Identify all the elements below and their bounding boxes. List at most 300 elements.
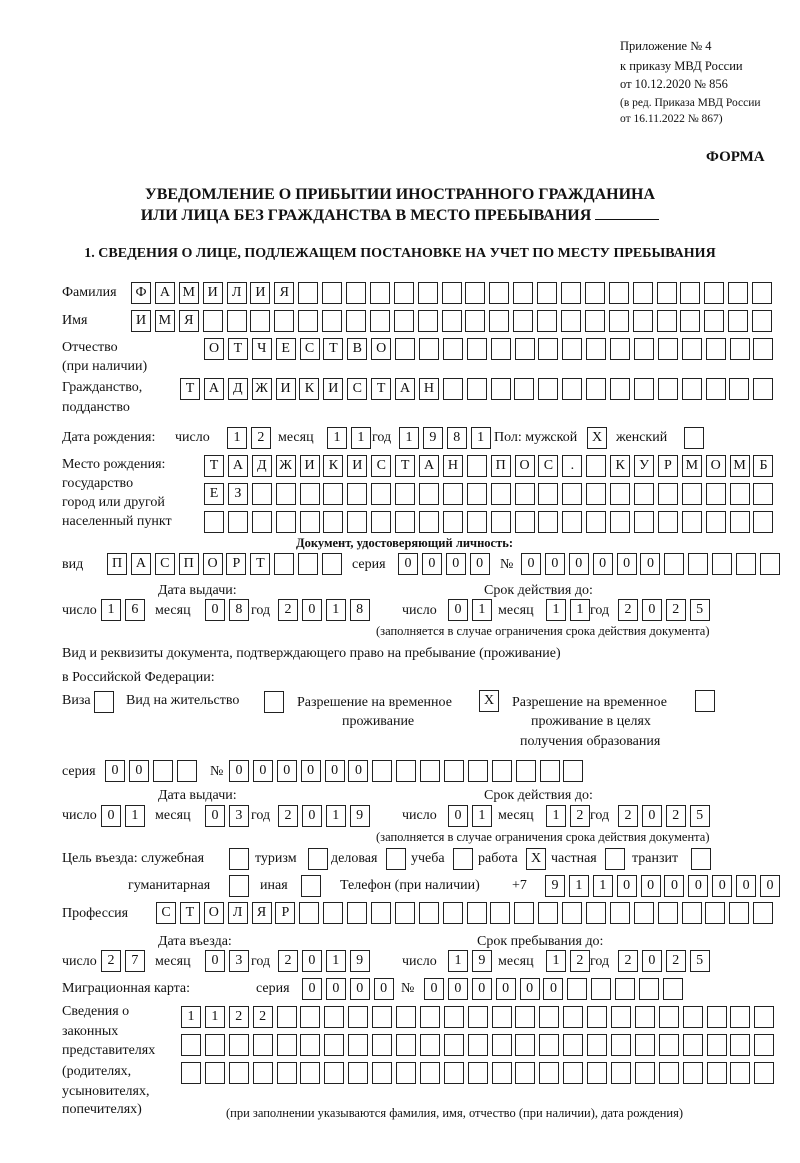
char-box[interactable]: 6 <box>125 599 145 621</box>
char-box[interactable]: 0 <box>448 805 468 827</box>
char-box[interactable]: Л <box>228 902 248 924</box>
char-box[interactable]: 0 <box>712 875 732 897</box>
char-box[interactable]: С <box>300 338 320 360</box>
checkbox[interactable]: X <box>587 427 607 449</box>
char-box[interactable]: 1 <box>570 599 590 621</box>
char-box[interactable] <box>586 902 606 924</box>
char-box[interactable] <box>276 483 296 505</box>
char-box[interactable] <box>682 338 702 360</box>
char-box[interactable]: И <box>250 282 270 304</box>
char-box[interactable] <box>538 338 558 360</box>
char-box[interactable] <box>371 902 391 924</box>
char-box[interactable] <box>253 1062 273 1084</box>
char-box[interactable] <box>611 1006 631 1028</box>
char-box[interactable]: 1 <box>471 427 491 449</box>
char-box[interactable] <box>729 378 749 400</box>
char-box[interactable] <box>228 511 248 533</box>
char-box[interactable]: 0 <box>101 805 121 827</box>
char-box[interactable]: Т <box>204 455 224 477</box>
char-box[interactable] <box>752 310 772 332</box>
char-box[interactable] <box>465 310 485 332</box>
char-box[interactable]: С <box>156 902 176 924</box>
char-box[interactable]: 0 <box>302 599 322 621</box>
char-box[interactable] <box>587 1034 607 1056</box>
char-box[interactable] <box>706 511 726 533</box>
checkbox[interactable] <box>605 848 625 870</box>
char-box[interactable]: 9 <box>545 875 565 897</box>
char-box[interactable] <box>490 902 510 924</box>
char-box[interactable] <box>370 282 390 304</box>
char-box[interactable]: М <box>730 455 750 477</box>
char-box[interactable] <box>633 310 653 332</box>
char-box[interactable] <box>491 378 511 400</box>
char-box[interactable]: О <box>515 455 535 477</box>
char-box[interactable]: А <box>228 455 248 477</box>
char-box[interactable]: Т <box>180 378 200 400</box>
char-box[interactable]: 0 <box>448 978 468 1000</box>
char-box[interactable] <box>298 282 318 304</box>
char-box[interactable]: 3 <box>229 805 249 827</box>
char-box[interactable] <box>657 310 677 332</box>
char-box[interactable] <box>563 1006 583 1028</box>
char-box[interactable]: Р <box>275 902 295 924</box>
char-box[interactable] <box>634 483 654 505</box>
char-box[interactable] <box>419 338 439 360</box>
char-box[interactable] <box>585 310 605 332</box>
char-box[interactable] <box>706 378 726 400</box>
char-box[interactable]: О <box>204 338 224 360</box>
char-box[interactable] <box>753 338 773 360</box>
char-box[interactable] <box>443 483 463 505</box>
char-box[interactable]: 1 <box>546 599 566 621</box>
char-box[interactable] <box>491 338 511 360</box>
char-box[interactable]: 5 <box>690 950 710 972</box>
char-box[interactable] <box>515 511 535 533</box>
char-box[interactable] <box>443 378 463 400</box>
char-box[interactable]: Н <box>443 455 463 477</box>
char-box[interactable] <box>729 902 749 924</box>
char-box[interactable] <box>537 310 557 332</box>
char-box[interactable] <box>561 310 581 332</box>
char-box[interactable]: Т <box>371 378 391 400</box>
char-box[interactable] <box>562 511 582 533</box>
char-box[interactable] <box>348 1034 368 1056</box>
char-box[interactable]: З <box>228 483 248 505</box>
char-box[interactable]: 8 <box>229 599 249 621</box>
char-box[interactable]: 1 <box>227 427 247 449</box>
char-box[interactable]: 9 <box>423 427 443 449</box>
char-box[interactable]: 0 <box>325 760 345 782</box>
char-box[interactable] <box>688 553 708 575</box>
char-box[interactable]: Р <box>226 553 246 575</box>
char-box[interactable] <box>707 1006 727 1028</box>
char-box[interactable] <box>300 511 320 533</box>
char-box[interactable] <box>372 1062 392 1084</box>
char-box[interactable] <box>610 511 630 533</box>
char-box[interactable]: 0 <box>760 875 780 897</box>
char-box[interactable] <box>567 978 587 1000</box>
char-box[interactable] <box>515 1006 535 1028</box>
char-box[interactable] <box>538 511 558 533</box>
char-box[interactable] <box>586 338 606 360</box>
char-box[interactable]: 2 <box>618 950 638 972</box>
char-box[interactable]: Т <box>250 553 270 575</box>
char-box[interactable] <box>181 1062 201 1084</box>
char-box[interactable] <box>728 282 748 304</box>
char-box[interactable] <box>396 1062 416 1084</box>
char-box[interactable] <box>513 310 533 332</box>
char-box[interactable] <box>752 282 772 304</box>
char-box[interactable]: Т <box>228 338 248 360</box>
char-box[interactable] <box>467 511 487 533</box>
char-box[interactable]: 2 <box>278 805 298 827</box>
char-box[interactable] <box>467 338 487 360</box>
char-box[interactable] <box>443 511 463 533</box>
char-box[interactable] <box>420 1006 440 1028</box>
char-box[interactable]: 0 <box>642 950 662 972</box>
char-box[interactable] <box>539 1034 559 1056</box>
char-box[interactable]: Л <box>227 282 247 304</box>
char-box[interactable] <box>635 1062 655 1084</box>
char-box[interactable]: 0 <box>350 978 370 1000</box>
char-box[interactable] <box>730 483 750 505</box>
char-box[interactable] <box>419 483 439 505</box>
char-box[interactable] <box>657 282 677 304</box>
char-box[interactable] <box>323 483 343 505</box>
char-box[interactable]: О <box>706 455 726 477</box>
checkbox[interactable] <box>229 848 249 870</box>
char-box[interactable] <box>538 483 558 505</box>
char-box[interactable]: К <box>610 455 630 477</box>
char-box[interactable]: Т <box>323 338 343 360</box>
char-box[interactable]: 1 <box>326 599 346 621</box>
char-box[interactable] <box>489 282 509 304</box>
char-box[interactable] <box>615 978 635 1000</box>
checkbox[interactable] <box>229 875 249 897</box>
char-box[interactable] <box>372 1006 392 1028</box>
char-box[interactable] <box>753 902 773 924</box>
char-box[interactable] <box>442 310 462 332</box>
char-box[interactable]: 9 <box>350 950 370 972</box>
char-box[interactable] <box>467 483 487 505</box>
char-box[interactable] <box>610 902 630 924</box>
char-box[interactable] <box>396 760 416 782</box>
char-box[interactable]: В <box>347 338 367 360</box>
char-box[interactable]: П <box>491 455 511 477</box>
checkbox[interactable] <box>264 691 284 713</box>
checkbox[interactable]: X <box>526 848 546 870</box>
char-box[interactable] <box>442 282 462 304</box>
char-box[interactable] <box>277 1062 297 1084</box>
char-box[interactable] <box>276 511 296 533</box>
char-box[interactable]: Я <box>274 282 294 304</box>
char-box[interactable]: 1 <box>546 805 566 827</box>
char-box[interactable] <box>585 282 605 304</box>
char-box[interactable]: 0 <box>302 978 322 1000</box>
char-box[interactable] <box>515 338 535 360</box>
char-box[interactable]: 8 <box>447 427 467 449</box>
char-box[interactable]: 0 <box>253 760 273 782</box>
char-box[interactable] <box>611 1034 631 1056</box>
char-box[interactable]: 0 <box>545 553 565 575</box>
char-box[interactable] <box>252 511 272 533</box>
char-box[interactable] <box>419 511 439 533</box>
char-box[interactable] <box>205 1034 225 1056</box>
char-box[interactable] <box>561 282 581 304</box>
char-box[interactable] <box>682 378 702 400</box>
char-box[interactable] <box>728 310 748 332</box>
char-box[interactable]: 0 <box>398 553 418 575</box>
char-box[interactable] <box>587 1062 607 1084</box>
char-box[interactable]: О <box>204 902 224 924</box>
char-box[interactable] <box>659 1062 679 1084</box>
char-box[interactable] <box>537 282 557 304</box>
char-box[interactable]: С <box>155 553 175 575</box>
char-box[interactable]: Е <box>276 338 296 360</box>
char-box[interactable]: 9 <box>472 950 492 972</box>
char-box[interactable]: 1 <box>326 950 346 972</box>
char-box[interactable] <box>300 1034 320 1056</box>
char-box[interactable] <box>444 1034 464 1056</box>
char-box[interactable]: С <box>538 455 558 477</box>
char-box[interactable]: Ф <box>131 282 151 304</box>
checkbox[interactable] <box>453 848 473 870</box>
char-box[interactable] <box>277 1034 297 1056</box>
char-box[interactable]: 0 <box>472 978 492 1000</box>
char-box[interactable] <box>754 1006 774 1028</box>
char-box[interactable]: И <box>203 282 223 304</box>
char-box[interactable] <box>586 483 606 505</box>
char-box[interactable]: Д <box>228 378 248 400</box>
char-box[interactable]: 0 <box>593 553 613 575</box>
char-box[interactable] <box>396 1034 416 1056</box>
char-box[interactable] <box>204 511 224 533</box>
char-box[interactable]: 2 <box>229 1006 249 1028</box>
char-box[interactable]: 0 <box>205 805 225 827</box>
char-box[interactable]: 0 <box>617 553 637 575</box>
char-box[interactable] <box>680 282 700 304</box>
char-box[interactable] <box>664 553 684 575</box>
char-box[interactable] <box>298 310 318 332</box>
char-box[interactable]: 0 <box>520 978 540 1000</box>
char-box[interactable] <box>707 1034 727 1056</box>
char-box[interactable] <box>563 760 583 782</box>
char-box[interactable]: М <box>682 455 702 477</box>
char-box[interactable] <box>419 902 439 924</box>
char-box[interactable] <box>468 1034 488 1056</box>
char-box[interactable] <box>348 1062 368 1084</box>
char-box[interactable]: 1 <box>546 950 566 972</box>
char-box[interactable] <box>730 1062 750 1084</box>
char-box[interactable] <box>562 902 582 924</box>
char-box[interactable] <box>753 378 773 400</box>
char-box[interactable] <box>730 511 750 533</box>
char-box[interactable]: С <box>371 455 391 477</box>
char-box[interactable] <box>586 378 606 400</box>
char-box[interactable]: 0 <box>642 805 662 827</box>
char-box[interactable]: А <box>131 553 151 575</box>
char-box[interactable]: 0 <box>543 978 563 1000</box>
char-box[interactable] <box>563 1062 583 1084</box>
char-box[interactable] <box>347 483 367 505</box>
char-box[interactable]: П <box>107 553 127 575</box>
char-box[interactable] <box>611 1062 631 1084</box>
char-box[interactable]: 2 <box>618 599 638 621</box>
char-box[interactable] <box>300 1006 320 1028</box>
char-box[interactable] <box>586 455 606 477</box>
char-box[interactable]: 0 <box>205 599 225 621</box>
char-box[interactable] <box>492 1062 512 1084</box>
char-box[interactable]: 0 <box>617 875 637 897</box>
char-box[interactable] <box>591 978 611 1000</box>
char-box[interactable]: 0 <box>326 978 346 1000</box>
char-box[interactable] <box>706 483 726 505</box>
char-box[interactable]: 8 <box>350 599 370 621</box>
char-box[interactable]: И <box>276 378 296 400</box>
checkbox[interactable]: X <box>479 690 499 712</box>
char-box[interactable] <box>658 902 678 924</box>
char-box[interactable] <box>658 338 678 360</box>
char-box[interactable]: Т <box>395 455 415 477</box>
char-box[interactable] <box>348 1006 368 1028</box>
char-box[interactable] <box>586 511 606 533</box>
char-box[interactable] <box>610 378 630 400</box>
char-box[interactable] <box>514 378 534 400</box>
char-box[interactable] <box>274 310 294 332</box>
char-box[interactable]: 0 <box>569 553 589 575</box>
char-box[interactable] <box>683 1034 703 1056</box>
char-box[interactable] <box>513 282 533 304</box>
char-box[interactable] <box>705 902 725 924</box>
char-box[interactable]: 2 <box>251 427 271 449</box>
char-box[interactable] <box>465 282 485 304</box>
char-box[interactable]: 1 <box>181 1006 201 1028</box>
char-box[interactable]: 7 <box>125 950 145 972</box>
char-box[interactable]: Я <box>179 310 199 332</box>
char-box[interactable]: И <box>323 378 343 400</box>
char-box[interactable] <box>563 1034 583 1056</box>
char-box[interactable] <box>322 282 342 304</box>
char-box[interactable]: 0 <box>641 875 661 897</box>
char-box[interactable]: . <box>562 455 582 477</box>
char-box[interactable]: 0 <box>129 760 149 782</box>
char-box[interactable] <box>418 310 438 332</box>
char-box[interactable]: Д <box>252 455 272 477</box>
char-box[interactable] <box>443 902 463 924</box>
char-box[interactable] <box>323 511 343 533</box>
char-box[interactable] <box>730 1006 750 1028</box>
char-box[interactable]: М <box>155 310 175 332</box>
char-box[interactable]: 3 <box>229 950 249 972</box>
char-box[interactable]: 2 <box>666 599 686 621</box>
char-box[interactable] <box>300 1062 320 1084</box>
char-box[interactable]: 5 <box>690 805 710 827</box>
char-box[interactable] <box>420 1034 440 1056</box>
checkbox[interactable] <box>691 848 711 870</box>
char-box[interactable]: 1 <box>472 805 492 827</box>
char-box[interactable]: 2 <box>570 805 590 827</box>
char-box[interactable] <box>395 902 415 924</box>
char-box[interactable] <box>491 511 511 533</box>
char-box[interactable]: Б <box>753 455 773 477</box>
char-box[interactable] <box>444 760 464 782</box>
char-box[interactable]: 2 <box>666 805 686 827</box>
char-box[interactable] <box>371 511 391 533</box>
char-box[interactable] <box>324 1062 344 1084</box>
char-box[interactable] <box>633 282 653 304</box>
char-box[interactable] <box>562 483 582 505</box>
char-box[interactable] <box>346 282 366 304</box>
char-box[interactable] <box>658 483 678 505</box>
char-box[interactable] <box>516 760 536 782</box>
char-box[interactable] <box>177 760 197 782</box>
char-box[interactable]: 2 <box>278 950 298 972</box>
char-box[interactable]: 0 <box>301 760 321 782</box>
char-box[interactable] <box>730 338 750 360</box>
char-box[interactable]: 0 <box>302 805 322 827</box>
char-box[interactable]: О <box>371 338 391 360</box>
char-box[interactable] <box>229 1034 249 1056</box>
char-box[interactable]: И <box>300 455 320 477</box>
char-box[interactable]: Ж <box>276 455 296 477</box>
char-box[interactable]: 2 <box>278 599 298 621</box>
char-box[interactable]: К <box>299 378 319 400</box>
char-box[interactable] <box>418 282 438 304</box>
char-box[interactable] <box>205 1062 225 1084</box>
char-box[interactable] <box>299 902 319 924</box>
char-box[interactable]: 2 <box>101 950 121 972</box>
char-box[interactable] <box>515 483 535 505</box>
char-box[interactable] <box>277 1006 297 1028</box>
char-box[interactable] <box>539 1006 559 1028</box>
char-box[interactable] <box>370 310 390 332</box>
char-box[interactable]: 1 <box>125 805 145 827</box>
char-box[interactable] <box>322 310 342 332</box>
char-box[interactable] <box>658 511 678 533</box>
char-box[interactable] <box>610 338 630 360</box>
char-box[interactable]: 1 <box>351 427 371 449</box>
char-box[interactable]: И <box>131 310 151 332</box>
char-box[interactable] <box>468 1062 488 1084</box>
char-box[interactable]: О <box>203 553 223 575</box>
char-box[interactable] <box>712 553 732 575</box>
char-box[interactable]: 0 <box>422 553 442 575</box>
char-box[interactable] <box>467 902 487 924</box>
char-box[interactable] <box>443 338 463 360</box>
char-box[interactable] <box>634 902 654 924</box>
char-box[interactable] <box>229 1062 249 1084</box>
char-box[interactable] <box>682 483 702 505</box>
char-box[interactable]: 1 <box>327 427 347 449</box>
checkbox[interactable] <box>308 848 328 870</box>
checkbox[interactable] <box>301 875 321 897</box>
char-box[interactable]: 0 <box>688 875 708 897</box>
char-box[interactable] <box>610 483 630 505</box>
char-box[interactable] <box>467 455 487 477</box>
char-box[interactable] <box>394 310 414 332</box>
char-box[interactable] <box>609 282 629 304</box>
char-box[interactable]: 2 <box>618 805 638 827</box>
char-box[interactable] <box>538 378 558 400</box>
char-box[interactable] <box>420 760 440 782</box>
char-box[interactable] <box>753 511 773 533</box>
char-box[interactable] <box>609 310 629 332</box>
char-box[interactable] <box>444 1006 464 1028</box>
char-box[interactable] <box>300 483 320 505</box>
char-box[interactable] <box>682 511 702 533</box>
char-box[interactable] <box>489 310 509 332</box>
char-box[interactable]: А <box>155 282 175 304</box>
